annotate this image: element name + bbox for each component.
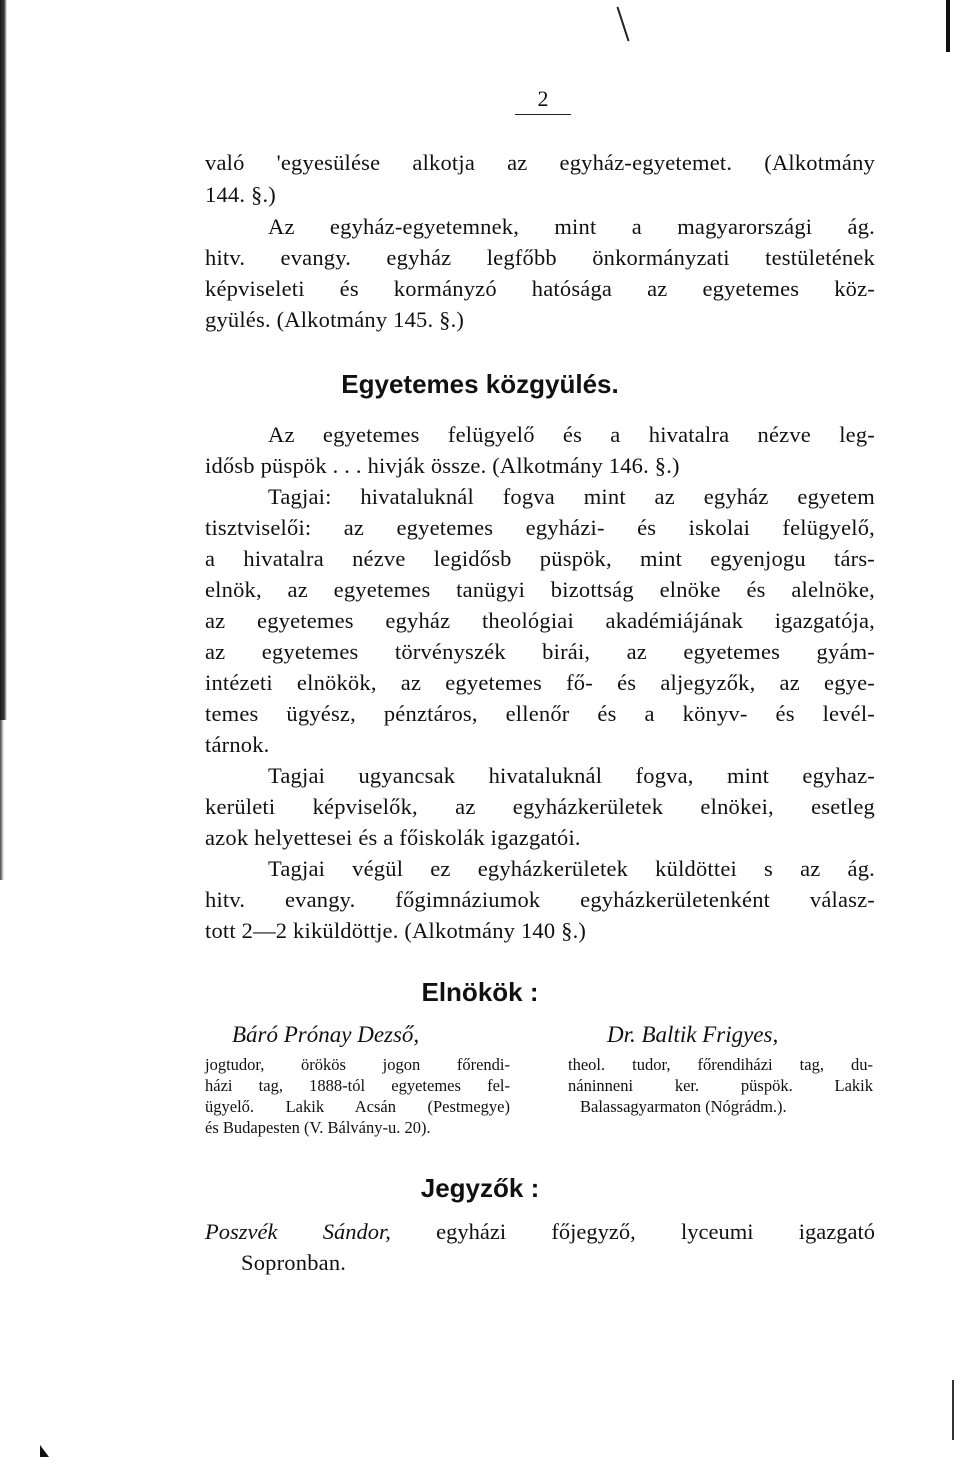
president-right-name: Dr. Baltik Frigyes, bbox=[607, 1022, 779, 1047]
intro-line: gyülés. (Alkotmány 145. §.) bbox=[205, 307, 465, 332]
notary-desc: egyházi főjegyző, lyceumi igazgató bbox=[436, 1219, 875, 1244]
body-line: Az egyetemes felügyelő és a hivatalra nézve leg- bbox=[268, 422, 875, 447]
intro-line: való 'egyesülése alkotja az egyház-egyetemet. (Alkotmány bbox=[205, 150, 875, 175]
body-line: hitv. evangy. főgimnáziumok egyházkerületenként válasz- bbox=[205, 887, 875, 912]
notaries-heading: Jegyzők : bbox=[420, 1173, 540, 1203]
president-left-desc: ügyelő. Lakik Acsán (Pestmegye) bbox=[205, 1097, 510, 1116]
notary-line bbox=[205, 1217, 875, 1247]
scan-mark bbox=[616, 7, 629, 42]
president-left-name: Báró Prónay Dezső, bbox=[232, 1022, 420, 1047]
body-line: Tagjai ugyancsak hivataluknál fogva, mint egyhaz- bbox=[268, 763, 875, 788]
body-line: a hivatalra nézve legidősb püspök, mint egyenjogu társ- bbox=[205, 546, 875, 571]
body-line: elnök, az egyetemes tanügyi bizottság elnöke és alelnöke, bbox=[205, 577, 875, 602]
section-heading: Egyetemes közgyülés. bbox=[341, 369, 619, 399]
president-right-desc: náninneni ker. püspök. Lakik bbox=[568, 1076, 873, 1095]
body-line: az egyetemes egyház theológiai akadémiájának igazgatója, bbox=[205, 608, 875, 633]
body-line: tisztviselői: az egyetemes egyházi- és iskolai felügyelő, bbox=[205, 515, 875, 540]
body-line: az egyetemes törvényszék birái, az egyetemes gyám- bbox=[205, 639, 875, 664]
president-left-desc: házi tag, 1888-tól egyetemes fel- bbox=[205, 1076, 510, 1095]
body-line: intézeti elnökök, az egyetemes fő- és aljegyzők, az egye- bbox=[205, 670, 875, 695]
president-right-desc: Balassagyarmaton (Nógrádm.). bbox=[580, 1097, 787, 1116]
scan-edge-left bbox=[0, 0, 7, 720]
body-line: Tagjai: hivataluknál fogva mint az egyház egyetem bbox=[268, 484, 875, 509]
scan-edge-right-lower bbox=[952, 1380, 954, 1440]
body-line: azok helyettesei és a főiskolák igazgatói. bbox=[205, 825, 581, 850]
body-line: tárnok. bbox=[205, 732, 270, 757]
scan-edge-left-lower bbox=[0, 720, 4, 880]
president-left-desc: és Budapesten (V. Bálvány-u. 20). bbox=[205, 1118, 431, 1137]
intro-line: hitv. evangy. egyház legfőbb önkormányzati testületének bbox=[205, 245, 875, 270]
page-number: 2 bbox=[515, 86, 571, 115]
intro-line: képviseleti és kormányzó hatósága az egyetemes köz- bbox=[205, 276, 875, 301]
president-left-desc: jogtudor, örökös jogon főrendi- bbox=[205, 1055, 510, 1074]
presidents-heading: Elnökök : bbox=[421, 977, 539, 1007]
scan-mark-corner bbox=[40, 1445, 49, 1457]
body-line: tott 2—2 kiküldöttje. (Alkotmány 140 §.) bbox=[205, 918, 587, 943]
body-line: kerületi képviselők, az egyházkerületek elnökei, esetleg bbox=[205, 794, 875, 819]
notary-location: Sopronban. bbox=[241, 1250, 347, 1275]
body-line: Tagjai végül ez egyházkerületek küldöttei s az ág. bbox=[268, 856, 875, 881]
intro-line: Az egyház-egyetemnek, mint a magyarországi ág. bbox=[268, 214, 875, 239]
scan-edge-right bbox=[946, 0, 950, 52]
body-line: idősb püspök . . . hivják össze. (Alkotmány 146. §.) bbox=[205, 453, 680, 478]
notary-name: Poszvék Sándor, bbox=[205, 1219, 391, 1244]
intro-line: 144. §.) bbox=[205, 182, 276, 207]
president-right-desc: theol. tudor, főrendiházi tag, du- bbox=[568, 1055, 873, 1074]
body-line: temes ügyész, pénztáros, ellenőr és a könyv- és levél- bbox=[205, 701, 875, 726]
